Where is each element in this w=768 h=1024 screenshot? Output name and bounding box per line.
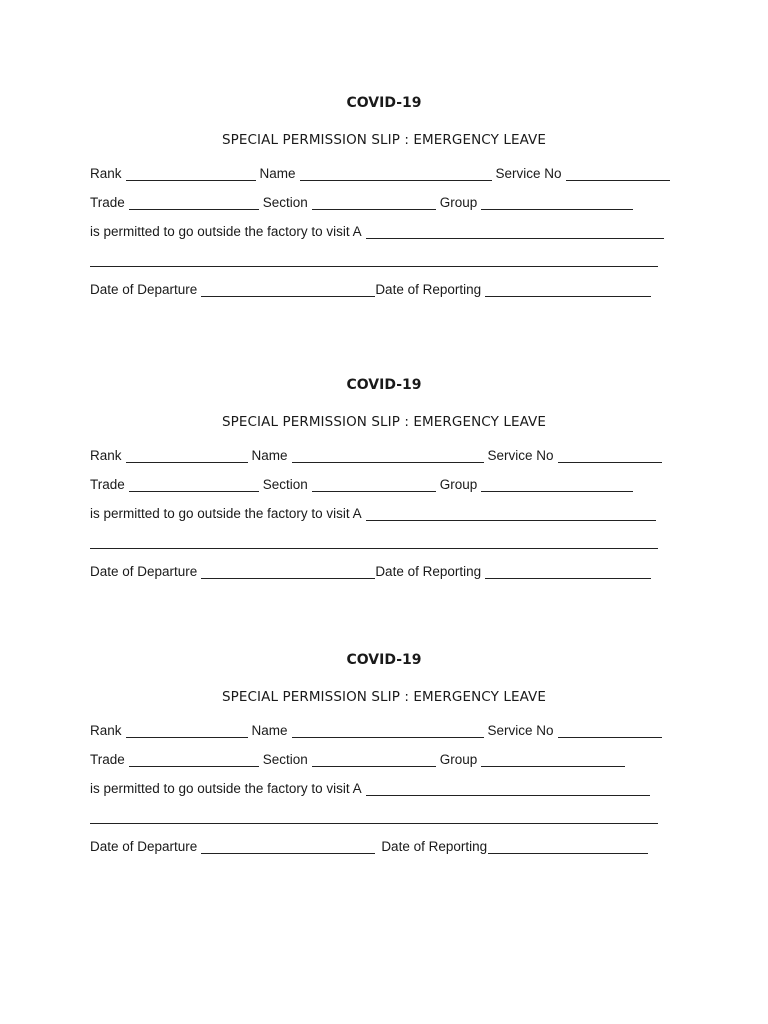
visit-label: is permitted to go outside the factory to visit A [90,224,362,239]
trade-blank[interactable] [129,478,259,492]
group-label: Group [439,752,478,767]
visit-continuation-line[interactable] [90,548,658,549]
visit-continuation-line[interactable] [90,266,658,267]
visit-blank[interactable] [366,225,664,239]
section-label: Section [262,195,308,210]
reporting-blank[interactable] [488,840,648,854]
group-blank[interactable] [481,478,633,492]
dates-row [90,279,651,297]
group-label: Group [439,477,478,492]
trade-label: Trade [90,195,125,210]
name-blank[interactable] [292,449,484,463]
dates-row [90,561,651,579]
departure-label: Date of Departure [90,564,198,579]
trade-blank[interactable] [129,196,259,210]
rank-label: Rank [90,723,122,738]
departure-blank[interactable] [201,283,375,297]
reporting-label: Date of Reporting [381,839,488,854]
name-label: Name [259,166,296,181]
group-blank[interactable] [481,196,633,210]
visit-row [90,221,664,239]
slip-subtitle: SPECIAL PERMISSION SLIP : EMERGENCY LEAVE [221,414,547,430]
visit-blank[interactable] [366,782,650,796]
rank-name-service-row [90,720,662,738]
slip-title: COVID-19 [346,377,422,393]
name-blank[interactable] [292,724,484,738]
trade-blank[interactable] [129,753,259,767]
rank-label: Rank [90,166,122,181]
slip-title: COVID-19 [346,652,422,668]
service-no-label: Service No [495,166,562,181]
group-label: Group [439,195,478,210]
group-blank[interactable] [481,753,625,767]
section-blank[interactable] [312,196,436,210]
rank-blank[interactable] [126,449,248,463]
trade-section-group-row [90,192,633,210]
service-no-blank[interactable] [558,449,662,463]
reporting-blank[interactable] [485,283,651,297]
visit-row [90,778,650,796]
reporting-label: Date of Reporting [375,282,482,297]
name-blank[interactable] [300,167,492,181]
section-label: Section [262,477,308,492]
rank-name-service-row [90,163,670,181]
rank-blank[interactable] [126,167,256,181]
service-no-blank[interactable] [558,724,662,738]
service-no-blank[interactable] [566,167,670,181]
visit-blank[interactable] [366,507,656,521]
section-label: Section [262,752,308,767]
departure-blank[interactable] [201,840,375,854]
visit-row [90,503,656,521]
service-no-label: Service No [487,723,554,738]
visit-continuation-line[interactable] [90,823,658,824]
section-blank[interactable] [312,478,436,492]
service-no-label: Service No [487,448,554,463]
trade-section-group-row [90,749,625,767]
departure-label: Date of Departure [90,282,198,297]
dates-row [90,836,648,854]
slip-subtitle: SPECIAL PERMISSION SLIP : EMERGENCY LEAVE [221,132,547,148]
slip-subtitle: SPECIAL PERMISSION SLIP : EMERGENCY LEAVE [221,689,547,705]
trade-label: Trade [90,752,125,767]
trade-label: Trade [90,477,125,492]
departure-blank[interactable] [201,565,375,579]
rank-blank[interactable] [126,724,248,738]
section-blank[interactable] [312,753,436,767]
visit-label: is permitted to go outside the factory to visit A [90,506,362,521]
name-label: Name [251,448,288,463]
trade-section-group-row [90,474,633,492]
departure-label: Date of Departure [90,839,198,854]
visit-label: is permitted to go outside the factory to visit A [90,781,362,796]
reporting-label: Date of Reporting [375,564,482,579]
slip-title: COVID-19 [346,95,422,111]
reporting-blank[interactable] [485,565,651,579]
name-label: Name [251,723,288,738]
rank-label: Rank [90,448,122,463]
rank-name-service-row [90,445,662,463]
